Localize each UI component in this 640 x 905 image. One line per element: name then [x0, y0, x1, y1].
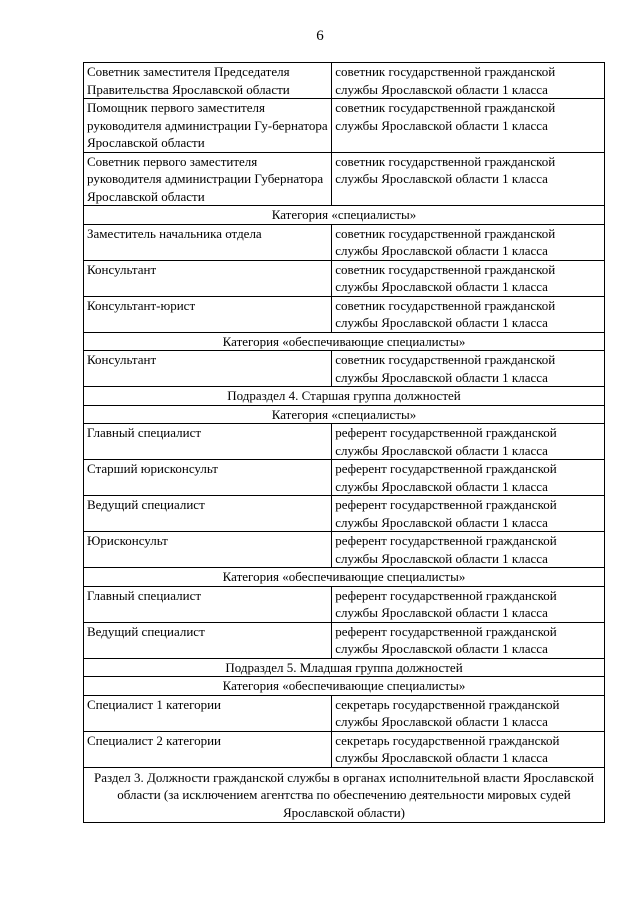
class-rank-cell: советник государственной гражданской службы Ярославской области 1 класса — [332, 99, 605, 153]
class-rank-cell: советник государственной гражданской службы Ярославской области 1 класса — [332, 296, 605, 332]
section-title: Раздел 3. Должности гражданской службы в органах исполнительной власти Ярославской области (за исключением агентства по обеспечению деятельности мировых судей Ярославской области) — [84, 767, 605, 823]
category-heading-row — [84, 658, 605, 677]
table-row — [84, 63, 605, 99]
class-rank-cell: советник государственной гражданской службы Ярославской области 1 класса — [332, 260, 605, 296]
table-row — [84, 99, 605, 153]
category-heading: Подраздел 5. Младшая группа должностей — [84, 658, 605, 677]
position-cell: Специалист 2 категории — [84, 731, 332, 767]
position-cell: Специалист 1 категории — [84, 695, 332, 731]
class-rank-cell: советник государственной гражданской службы Ярославской области 1 класса — [332, 351, 605, 387]
position-cell: Юрисконсульт — [84, 532, 332, 568]
position-cell: Консультант — [84, 351, 332, 387]
category-heading-row — [84, 332, 605, 351]
table-row — [84, 532, 605, 568]
page-number: 6 — [316, 28, 324, 44]
position-cell: Заместитель начальника отдела — [84, 224, 332, 260]
table-row — [84, 152, 605, 206]
table-row — [84, 586, 605, 622]
category-heading-row — [84, 206, 605, 225]
position-cell: Ведущий специалист — [84, 622, 332, 658]
class-rank-cell: референт государственной гражданской службы Ярославской области 1 класса — [332, 532, 605, 568]
category-heading: Категория «обеспечивающие специалисты» — [84, 332, 605, 351]
class-rank-cell: референт государственной гражданской службы Ярославской области 1 класса — [332, 586, 605, 622]
position-cell: Главный специалист — [84, 586, 332, 622]
category-heading: Подраздел 4. Старшая группа должностей — [84, 387, 605, 406]
position-cell: Ведущий специалист — [84, 496, 332, 532]
class-rank-cell: советник государственной гражданской службы Ярославской области 1 класса — [332, 152, 605, 206]
table-body — [84, 63, 605, 823]
category-heading-row — [84, 387, 605, 406]
table-row — [84, 296, 605, 332]
table-row — [84, 460, 605, 496]
table-row — [84, 695, 605, 731]
category-heading: Категория «обеспечивающие специалисты» — [84, 677, 605, 696]
section-row — [84, 767, 605, 823]
category-heading-row — [84, 405, 605, 424]
table-row — [84, 424, 605, 460]
table-row — [84, 496, 605, 532]
class-rank-cell: референт государственной гражданской службы Ярославской области 1 класса — [332, 424, 605, 460]
class-rank-cell: советник государственной гражданской службы Ярославской области 1 класса — [332, 63, 605, 99]
table-row — [84, 622, 605, 658]
position-cell: Советник заместителя Председателя Правительства Ярославской области — [84, 63, 332, 99]
class-rank-cell: секретарь государственной гражданской службы Ярославской области 1 класса — [332, 731, 605, 767]
table-row — [84, 224, 605, 260]
position-cell: Советник первого заместителя руководителя администрации Губернатора Ярославской области — [84, 152, 332, 206]
position-cell: Консультант — [84, 260, 332, 296]
class-rank-cell: референт государственной гражданской службы Ярославской области 1 класса — [332, 496, 605, 532]
category-heading: Категория «специалисты» — [84, 405, 605, 424]
position-cell: Помощник первого заместителя руководителя администрации Гу-бернатора Ярославской области — [84, 99, 332, 153]
table-row — [84, 351, 605, 387]
class-rank-cell: секретарь государственной гражданской службы Ярославской области 1 класса — [332, 695, 605, 731]
category-heading-row — [84, 677, 605, 696]
category-heading: Категория «специалисты» — [84, 206, 605, 225]
class-rank-cell: референт государственной гражданской службы Ярославской области 1 класса — [332, 460, 605, 496]
category-heading-row — [84, 568, 605, 587]
position-cell: Старший юрисконсульт — [84, 460, 332, 496]
table-row — [84, 731, 605, 767]
table-row — [84, 260, 605, 296]
position-cell: Консультант-юрист — [84, 296, 332, 332]
class-rank-cell: советник государственной гражданской службы Ярославской области 1 класса — [332, 224, 605, 260]
category-heading: Категория «обеспечивающие специалисты» — [84, 568, 605, 587]
positions-table — [83, 62, 605, 823]
position-cell: Главный специалист — [84, 424, 332, 460]
class-rank-cell: референт государственной гражданской службы Ярославской области 1 класса — [332, 622, 605, 658]
